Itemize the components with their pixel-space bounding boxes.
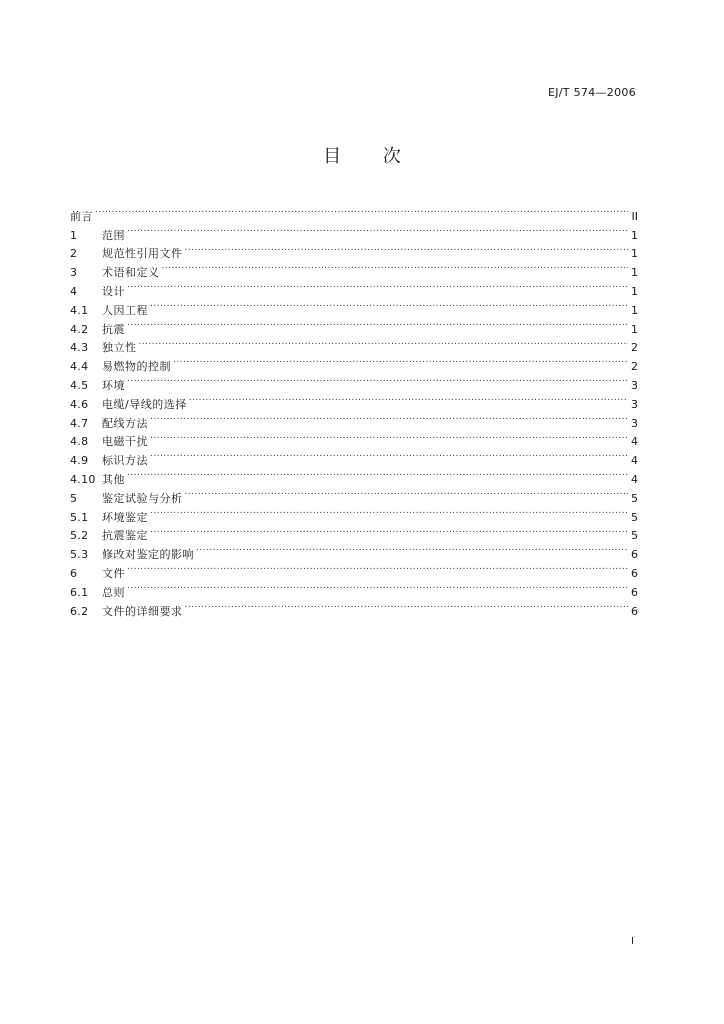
toc-dot-leader xyxy=(150,502,628,521)
toc-entry-page: 1 xyxy=(631,228,638,242)
toc-entry-label: 易燃物的控制 xyxy=(102,360,171,374)
toc-dot-leader xyxy=(127,220,628,239)
toc-entry-number: 4.8 xyxy=(70,435,89,449)
toc-entry-number: 4.6 xyxy=(70,397,89,411)
toc-entry[interactable] xyxy=(70,558,638,580)
toc-entry-page: 2 xyxy=(631,341,638,355)
toc-entry-page: 6 xyxy=(631,585,638,599)
toc-entry[interactable] xyxy=(70,577,638,599)
toc-entry-page: 1 xyxy=(631,266,638,280)
toc-entry-label: 总则 xyxy=(102,585,125,599)
toc-entry-number: 4.9 xyxy=(70,454,89,468)
toc-entry-page: 4 xyxy=(631,454,638,468)
toc-entry-page: 3 xyxy=(631,416,638,430)
toc-entry[interactable] xyxy=(70,370,638,392)
toc-dot-leader xyxy=(185,483,629,502)
toc-dot-leader xyxy=(150,445,628,464)
toc-entry[interactable] xyxy=(70,539,638,562)
toc-entry-page: 1 xyxy=(631,303,638,317)
toc-dot-leader xyxy=(127,276,628,295)
toc-entry[interactable] xyxy=(70,276,638,298)
toc-entry-page: 6 xyxy=(631,604,638,618)
toc-entry[interactable] xyxy=(70,483,638,505)
toc-entry[interactable] xyxy=(70,427,638,449)
toc-entry-label: 配线方法 xyxy=(102,416,148,430)
toc-entry[interactable] xyxy=(70,445,638,468)
toc-entry-number: 3 xyxy=(70,266,78,280)
toc-entry[interactable] xyxy=(70,464,638,486)
toc-entry-number: 1 xyxy=(70,228,78,242)
toc-entry-label: 规范性引用文件 xyxy=(102,247,183,261)
toc-entry-page: 1 xyxy=(631,247,638,261)
toc-entry-number: 2 xyxy=(70,247,78,261)
document-code: EJ/T 574—2006 xyxy=(547,86,636,99)
table-of-contents xyxy=(70,201,638,618)
toc-entry[interactable] xyxy=(70,389,638,411)
toc-entry-label: 设计 xyxy=(102,284,125,298)
toc-entry[interactable] xyxy=(70,596,638,618)
toc-dot-leader xyxy=(173,351,628,370)
toc-entry[interactable] xyxy=(70,239,638,261)
toc-entry-label: 电缆/导线的选择 xyxy=(102,397,187,411)
toc-entry-label: 文件的详细要求 xyxy=(102,604,183,618)
toc-entry-page: 1 xyxy=(631,322,638,336)
toc-entry-number: 4.5 xyxy=(70,378,89,392)
toc-entry-label: 独立性 xyxy=(102,341,137,355)
toc-entry-number: 4 xyxy=(70,284,78,298)
toc-entry-page: II xyxy=(631,209,638,223)
toc-entry-number: 6.1 xyxy=(70,585,89,599)
toc-title: 目 次 xyxy=(323,146,419,167)
toc-entry-number: 4.2 xyxy=(70,322,89,336)
toc-dot-leader xyxy=(150,521,628,540)
toc-entry-number: 5.3 xyxy=(70,548,89,562)
toc-dot-leader xyxy=(196,539,628,558)
toc-entry[interactable] xyxy=(70,220,638,242)
toc-dot-leader xyxy=(189,389,628,408)
toc-entry-label: 标识方法 xyxy=(102,454,148,468)
toc-dot-leader xyxy=(127,314,628,333)
toc-dot-leader xyxy=(127,577,628,596)
toc-entry-number: 5.1 xyxy=(70,510,89,524)
toc-entry-number: 5 xyxy=(70,491,78,505)
toc-entry-number: 4.10 xyxy=(70,472,96,486)
page-number: I xyxy=(631,936,634,947)
toc-entry-label: 环境鉴定 xyxy=(102,510,148,524)
toc-entry-label: 环境 xyxy=(102,378,125,392)
toc-dot-leader xyxy=(162,257,629,276)
toc-entry-page: 5 xyxy=(631,491,638,505)
toc-dot-leader xyxy=(127,370,628,389)
toc-entry-number: 4.7 xyxy=(70,416,89,430)
toc-entry[interactable] xyxy=(70,201,638,223)
toc-entry-label: 鉴定试验与分析 xyxy=(102,491,183,505)
toc-dot-leader xyxy=(185,239,629,258)
toc-entry-label: 其他 xyxy=(102,472,125,486)
toc-entry[interactable] xyxy=(70,333,638,355)
toc-entry-page: 6 xyxy=(631,548,638,562)
toc-entry-page: 5 xyxy=(631,529,638,543)
toc-entry-page: 5 xyxy=(631,510,638,524)
toc-entry-page: 3 xyxy=(631,378,638,392)
toc-entry-page: 4 xyxy=(631,472,638,486)
toc-entry-label: 范围 xyxy=(102,228,125,242)
toc-dot-leader xyxy=(150,408,628,427)
toc-dot-leader xyxy=(95,201,628,220)
toc-entry[interactable] xyxy=(70,521,638,543)
toc-entry[interactable] xyxy=(70,351,638,374)
toc-entry-label: 文件 xyxy=(102,566,125,580)
toc-entry-number: 4.3 xyxy=(70,341,89,355)
toc-entry-number: 4.1 xyxy=(70,303,89,317)
toc-dot-leader xyxy=(185,596,629,615)
toc-entry-number: 5.2 xyxy=(70,529,89,543)
toc-entry-number: 6.2 xyxy=(70,604,89,618)
toc-entry-label: 电磁干扰 xyxy=(102,435,148,449)
toc-dot-leader xyxy=(150,427,628,446)
toc-entry-page: 2 xyxy=(631,360,638,374)
toc-entry-number: 4.4 xyxy=(70,360,89,374)
toc-entry-number: 6 xyxy=(70,566,78,580)
toc-entry-page: 4 xyxy=(631,435,638,449)
toc-dot-leader xyxy=(139,333,629,352)
toc-entry-label: 前言 xyxy=(70,209,93,223)
toc-entry[interactable] xyxy=(70,502,638,524)
toc-entry-page: 3 xyxy=(631,397,638,411)
toc-entry-label: 修改对鉴定的影响 xyxy=(102,548,194,562)
toc-entry-page: 1 xyxy=(631,284,638,298)
toc-dot-leader xyxy=(127,558,628,577)
toc-entry-label: 人因工程 xyxy=(102,303,148,317)
toc-entry[interactable] xyxy=(70,314,638,336)
toc-entry[interactable] xyxy=(70,295,638,317)
toc-entry-label: 抗震 xyxy=(102,322,125,336)
toc-entry-label: 抗震鉴定 xyxy=(102,529,148,543)
toc-entry-page: 6 xyxy=(631,566,638,580)
toc-entry-label: 术语和定义 xyxy=(102,266,160,280)
toc-dot-leader xyxy=(127,464,628,483)
toc-dot-leader xyxy=(150,295,628,314)
toc-entry[interactable] xyxy=(70,408,638,430)
